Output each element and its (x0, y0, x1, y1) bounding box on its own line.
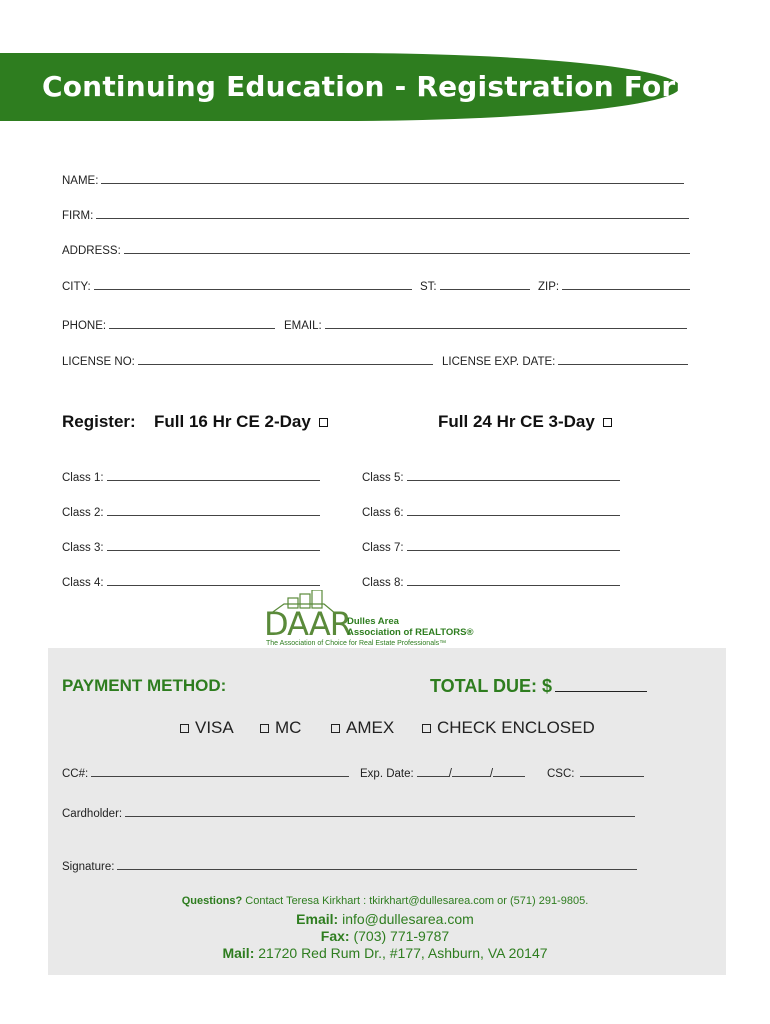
exp-year-line[interactable] (493, 766, 525, 777)
phone-line[interactable] (109, 318, 275, 329)
class-label: Class 5: (362, 472, 404, 484)
mail-contact-label: Mail: (222, 945, 255, 961)
license-exp-field[interactable] (442, 354, 688, 368)
class-line[interactable] (107, 575, 320, 586)
city-field[interactable] (62, 279, 412, 293)
class-label: Class 2: (62, 507, 104, 519)
zip-line[interactable] (562, 279, 690, 290)
email-contact-label: Email: (296, 911, 339, 927)
class-line[interactable] (407, 575, 620, 586)
city-label: CITY: (62, 281, 91, 293)
state-field[interactable] (420, 279, 530, 293)
exp-day-line[interactable] (452, 766, 490, 777)
total-due-label: TOTAL DUE: (430, 676, 537, 696)
class-label: Class 7: (362, 542, 404, 554)
cardholder-field[interactable] (62, 806, 635, 820)
name-line[interactable] (101, 173, 684, 184)
payment-option-visa[interactable] (180, 718, 234, 738)
questions-line (0, 895, 770, 907)
csc-line[interactable] (580, 766, 644, 777)
address-line[interactable] (124, 243, 690, 254)
class-1-field[interactable] (62, 470, 320, 484)
class-label: Class 6: (362, 507, 404, 519)
cardholder-line[interactable] (125, 806, 635, 817)
address-field[interactable] (62, 243, 690, 257)
class-label: Class 8: (362, 577, 404, 589)
checkbox-16hr[interactable] (319, 418, 328, 427)
name-label: NAME: (62, 175, 99, 187)
class-8-field[interactable] (362, 575, 620, 589)
logo-tagline: The Association of Choice for Real Estate Professionals™ (266, 640, 447, 647)
state-label: ST: (420, 281, 437, 293)
zip-label: ZIP: (538, 281, 560, 293)
class-6-field[interactable] (362, 505, 620, 519)
class-5-field[interactable] (362, 470, 620, 484)
mail-contact (0, 945, 770, 961)
payment-option-check[interactable] (422, 718, 595, 738)
firm-field[interactable] (62, 208, 689, 222)
name-field[interactable] (62, 173, 684, 187)
firm-label: FIRM: (62, 210, 94, 222)
csc-field[interactable] (547, 766, 644, 780)
daar-logo (264, 590, 484, 650)
address-label: ADDRESS: (62, 245, 121, 257)
signature-label: Signature: (62, 861, 115, 873)
payment-method-label: PAYMENT METHOD: (62, 676, 227, 695)
total-due[interactable] (430, 676, 647, 697)
exp-month-line[interactable] (417, 766, 449, 777)
class-2-field[interactable] (62, 505, 320, 519)
email-contact-value[interactable]: info@dullesarea.com (342, 911, 474, 927)
license-no-line[interactable] (138, 354, 433, 365)
cc-number-field[interactable] (62, 766, 349, 780)
license-exp-line[interactable] (558, 354, 688, 365)
license-no-label: LICENSE NO: (62, 356, 135, 368)
license-exp-label: LICENSE EXP. DATE: (442, 356, 556, 368)
class-label: Class 3: (62, 542, 104, 554)
register-option-16hr[interactable] (154, 412, 328, 432)
class-line[interactable] (107, 470, 320, 481)
payment-option-label: CHECK ENCLOSED (437, 718, 595, 737)
class-label: Class 1: (62, 472, 104, 484)
page-title: Continuing Education - Registration Form (42, 70, 705, 103)
city-line[interactable] (94, 279, 412, 290)
payment-option-label: VISA (195, 718, 234, 737)
fax-contact (0, 928, 770, 944)
checkbox-24hr[interactable] (603, 418, 612, 427)
questions-label: Questions? (181, 895, 243, 907)
class-line[interactable] (407, 470, 620, 481)
currency-symbol: $ (542, 676, 553, 696)
checkbox-check[interactable] (422, 724, 431, 733)
signature-line[interactable] (117, 859, 637, 870)
csc-label: CSC: (547, 768, 575, 780)
fax-contact-value: (703) 771-9787 (353, 928, 450, 944)
class-line[interactable] (407, 540, 620, 551)
payment-option-amex[interactable] (331, 718, 394, 738)
class-line[interactable] (107, 505, 320, 516)
payment-option-mc[interactable] (260, 718, 301, 738)
checkbox-visa[interactable] (180, 724, 189, 733)
register-label: Register: (62, 412, 136, 431)
mail-contact-value: 21720 Red Rum Dr., #177, Ashburn, VA 20147 (258, 945, 548, 961)
license-no-field[interactable] (62, 354, 433, 368)
email-label: EMAIL: (284, 320, 322, 332)
register-option-16hr-label: Full 16 Hr CE 2-Day (154, 412, 311, 431)
logo-line1: Dulles Area (347, 616, 399, 627)
email-field[interactable] (284, 318, 687, 332)
register-option-24hr[interactable] (438, 412, 612, 432)
class-7-field[interactable] (362, 540, 620, 554)
cc-line[interactable] (91, 766, 349, 777)
exp-label: Exp. Date: (360, 768, 414, 780)
firm-line[interactable] (96, 208, 689, 219)
class-3-field[interactable] (62, 540, 320, 554)
checkbox-amex[interactable] (331, 724, 340, 733)
payment-option-label: MC (275, 718, 302, 737)
fax-contact-label: Fax: (320, 928, 350, 944)
class-label: Class 4: (62, 577, 104, 589)
phone-label: PHONE: (62, 320, 107, 332)
cc-label: CC#: (62, 768, 89, 780)
logo-line2: Association of REALTORS® (347, 627, 474, 638)
register-option-24hr-label: Full 24 Hr CE 3-Day (438, 412, 595, 431)
zip-field[interactable] (538, 279, 690, 293)
phone-field[interactable] (62, 318, 275, 332)
logo-letters: DAAR (264, 605, 351, 643)
class-line[interactable] (407, 505, 620, 516)
email-line[interactable] (325, 318, 687, 329)
signature-field[interactable] (62, 859, 637, 873)
total-due-line[interactable] (555, 678, 647, 692)
questions-text: Contact Teresa Kirkhart : tkirkhart@dullesarea.com or (571) 291-9805. (245, 895, 589, 907)
checkbox-mc[interactable] (260, 724, 269, 733)
cardholder-label: Cardholder: (62, 808, 123, 820)
state-line[interactable] (440, 279, 530, 290)
class-line[interactable] (107, 540, 320, 551)
email-contact (0, 911, 770, 927)
class-4-field[interactable] (62, 575, 320, 589)
payment-option-label: AMEX (346, 718, 395, 737)
exp-date-field[interactable]: Exp. Date: / / (360, 766, 525, 780)
